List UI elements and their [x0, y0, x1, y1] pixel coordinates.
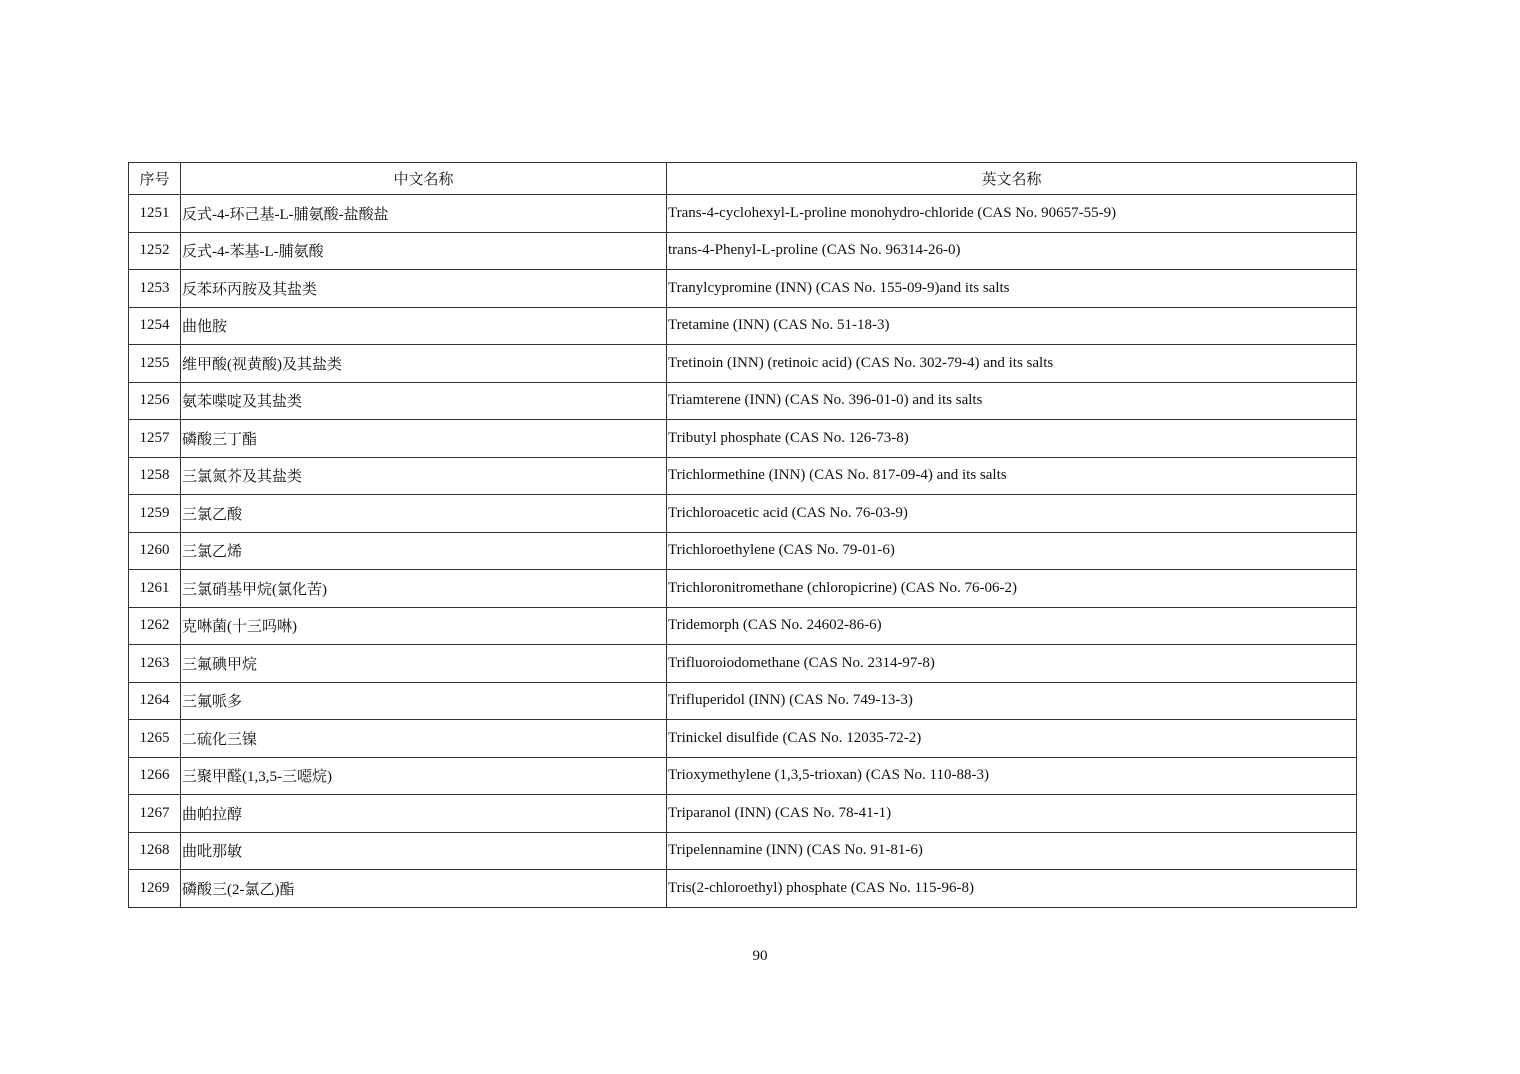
cell-english-name: Trioxymethylene (1,3,5-trioxan) (CAS No. 110-88-3) — [667, 757, 1357, 795]
cell-english-name: Tripelennamine (INN) (CAS No. 91-81-6) — [667, 832, 1357, 870]
table-row — [129, 570, 1357, 608]
cell-serial-number: 1255 — [129, 345, 181, 383]
table-row — [129, 420, 1357, 458]
table-row — [129, 757, 1357, 795]
cell-chinese-name: 曲他胺 — [181, 307, 667, 345]
cell-chinese-name: 反式-4-环己基-L-脯氨酸-盐酸盐 — [181, 195, 667, 233]
table-row — [129, 270, 1357, 308]
table-row — [129, 682, 1357, 720]
cell-chinese-name: 曲帕拉醇 — [181, 795, 667, 833]
cell-chinese-name: 三氟碘甲烷 — [181, 645, 667, 683]
table-row — [129, 720, 1357, 758]
cell-serial-number: 1266 — [129, 757, 181, 795]
table-row — [129, 795, 1357, 833]
cell-chinese-name: 曲吡那敏 — [181, 832, 667, 870]
header-serial-number: 序号 — [129, 163, 181, 195]
cell-serial-number: 1268 — [129, 832, 181, 870]
cell-serial-number: 1256 — [129, 382, 181, 420]
table-row — [129, 607, 1357, 645]
cell-serial-number: 1263 — [129, 645, 181, 683]
cell-serial-number: 1260 — [129, 532, 181, 570]
cell-chinese-name: 三氟哌多 — [181, 682, 667, 720]
table-body — [129, 195, 1357, 908]
cell-english-name: Triamterene (INN) (CAS No. 396-01-0) and its salts — [667, 382, 1357, 420]
table-row — [129, 195, 1357, 233]
cell-serial-number: 1254 — [129, 307, 181, 345]
cell-chinese-name: 克啉菌(十三吗啉) — [181, 607, 667, 645]
cell-chinese-name: 三氯硝基甲烷(氯化苦) — [181, 570, 667, 608]
table-row — [129, 457, 1357, 495]
cell-serial-number: 1269 — [129, 870, 181, 908]
cell-english-name: Trichloroethylene (CAS No. 79-01-6) — [667, 532, 1357, 570]
table-row — [129, 532, 1357, 570]
cell-chinese-name: 维甲酸(视黄酸)及其盐类 — [181, 345, 667, 383]
cell-chinese-name: 磷酸三丁酯 — [181, 420, 667, 458]
cell-chinese-name: 反式-4-苯基-L-脯氨酸 — [181, 232, 667, 270]
cell-serial-number: 1258 — [129, 457, 181, 495]
cell-english-name: trans-4-Phenyl-L-proline (CAS No. 96314-26-0) — [667, 232, 1357, 270]
cell-chinese-name: 二硫化三镍 — [181, 720, 667, 758]
cell-serial-number: 1267 — [129, 795, 181, 833]
cell-english-name: Tributyl phosphate (CAS No. 126-73-8) — [667, 420, 1357, 458]
cell-english-name: Trifluoroiodomethane (CAS No. 2314-97-8) — [667, 645, 1357, 683]
table-header-row — [129, 163, 1357, 195]
table-row — [129, 832, 1357, 870]
cell-chinese-name: 磷酸三(2-氯乙)酯 — [181, 870, 667, 908]
cell-chinese-name: 氨苯喋啶及其盐类 — [181, 382, 667, 420]
table-row — [129, 307, 1357, 345]
cell-english-name: Triparanol (INN) (CAS No. 78-41-1) — [667, 795, 1357, 833]
table-row — [129, 495, 1357, 533]
header-english-name: 英文名称 — [667, 163, 1357, 195]
cell-english-name: Tris(2-chloroethyl) phosphate (CAS No. 115-96-8) — [667, 870, 1357, 908]
cell-english-name: Trifluperidol (INN) (CAS No. 749-13-3) — [667, 682, 1357, 720]
cell-serial-number: 1259 — [129, 495, 181, 533]
table-row — [129, 645, 1357, 683]
cell-english-name: Tretinoin (INN) (retinoic acid) (CAS No. 302-79-4) and its salts — [667, 345, 1357, 383]
cell-chinese-name: 三聚甲醛(1,3,5-三噁烷) — [181, 757, 667, 795]
cell-serial-number: 1262 — [129, 607, 181, 645]
table-row — [129, 345, 1357, 383]
cell-english-name: Tridemorph (CAS No. 24602-86-6) — [667, 607, 1357, 645]
cell-serial-number: 1253 — [129, 270, 181, 308]
table-row — [129, 870, 1357, 908]
table-row — [129, 232, 1357, 270]
cell-english-name: Trichlormethine (INN) (CAS No. 817-09-4) and its salts — [667, 457, 1357, 495]
cell-english-name: Tretamine (INN) (CAS No. 51-18-3) — [667, 307, 1357, 345]
cell-serial-number: 1257 — [129, 420, 181, 458]
cell-english-name: Trichloroacetic acid (CAS No. 76-03-9) — [667, 495, 1357, 533]
cell-english-name: Trinickel disulfide (CAS No. 12035-72-2) — [667, 720, 1357, 758]
cell-serial-number: 1252 — [129, 232, 181, 270]
header-chinese-name: 中文名称 — [181, 163, 667, 195]
cell-chinese-name: 三氯氮芥及其盐类 — [181, 457, 667, 495]
cell-english-name: Trans-4-cyclohexyl-L-proline monohydro-chloride (CAS No. 90657-55-9) — [667, 195, 1357, 233]
cell-chinese-name: 三氯乙烯 — [181, 532, 667, 570]
cell-chinese-name: 三氯乙酸 — [181, 495, 667, 533]
substance-table — [128, 162, 1357, 908]
cell-chinese-name: 反苯环丙胺及其盐类 — [181, 270, 667, 308]
cell-serial-number: 1261 — [129, 570, 181, 608]
cell-serial-number: 1251 — [129, 195, 181, 233]
cell-serial-number: 1264 — [129, 682, 181, 720]
table-row — [129, 382, 1357, 420]
cell-english-name: Tranylcypromine (INN) (CAS No. 155-09-9)and its salts — [667, 270, 1357, 308]
cell-serial-number: 1265 — [129, 720, 181, 758]
cell-english-name: Trichloronitromethane (chloropicrine) (CAS No. 76-06-2) — [667, 570, 1357, 608]
page-number: 90 — [752, 948, 768, 964]
